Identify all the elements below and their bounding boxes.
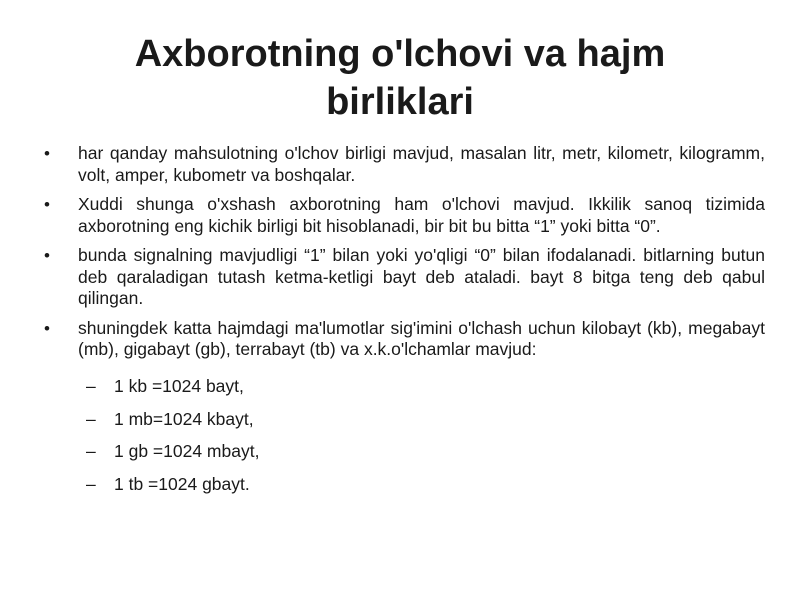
bullet-item [44, 245, 765, 310]
bullet-item [44, 194, 765, 237]
sub-bullet-item [86, 376, 726, 398]
sub-bullet-item [86, 441, 726, 463]
sub-bullet-list [86, 376, 726, 506]
bullet-marker: • [44, 246, 50, 265]
sub-bullet-marker: – [86, 441, 96, 461]
sub-bullet-text: 1 mb=1024 kbayt, [114, 408, 254, 429]
sub-bullet-text: 1 tb =1024 gbayt. [114, 473, 250, 494]
sub-bullet-item [86, 474, 726, 496]
bullet-marker: • [44, 318, 50, 338]
sub-bullet-text: 1 kb =1024 bayt, [114, 376, 244, 396]
bullet-text: shuningdek katta hajmdagi ma'lumotlar sig'imini o'lchash uchun kilobayt (kb), megabayt (mb), gigabayt (gb), terrabayt (tb) va x.k.o'lchamlar mavjud: [78, 317, 765, 359]
bullet-item [44, 318, 765, 361]
sub-bullet-text: 1 gb =1024 mbayt, [114, 441, 260, 461]
sub-bullet-marker: – [86, 473, 96, 494]
bullet-list [44, 143, 765, 369]
bullet-text: Xuddi shunga o'xshash axborotning ham o'lchovi mavjud. Ikkilik sanoq tizimida axborotning eng kichik birligi bit hisoblanadi, bir bit bu bitta “1” yoki bitta “0”. [78, 194, 765, 236]
sub-bullet-marker: – [86, 408, 96, 429]
bullet-text: bunda signalning mavjudligi “1” bilan yoki yo'qligi “0” bilan ifodalanadi. bitlarning butun deb qaraladigan tutash ketma-ketligi bayt deb ataladi. bayt 8 bitga teng deb qabul qilingan. [78, 245, 765, 308]
slide-title: Axborotning o'lchovi va hajm birliklari [134, 33, 666, 123]
sub-bullet-item [86, 409, 726, 431]
bullet-marker: • [44, 144, 50, 163]
bullet-marker: • [44, 195, 50, 214]
bullet-text: har qanday mahsulotning o'lchov birligi mavjud, masalan litr, metr, kilometr, kilogramm, volt, amper, kubometr va boshqalar. [78, 143, 765, 185]
bullet-item [44, 143, 765, 186]
sub-bullet-marker: – [86, 376, 96, 396]
